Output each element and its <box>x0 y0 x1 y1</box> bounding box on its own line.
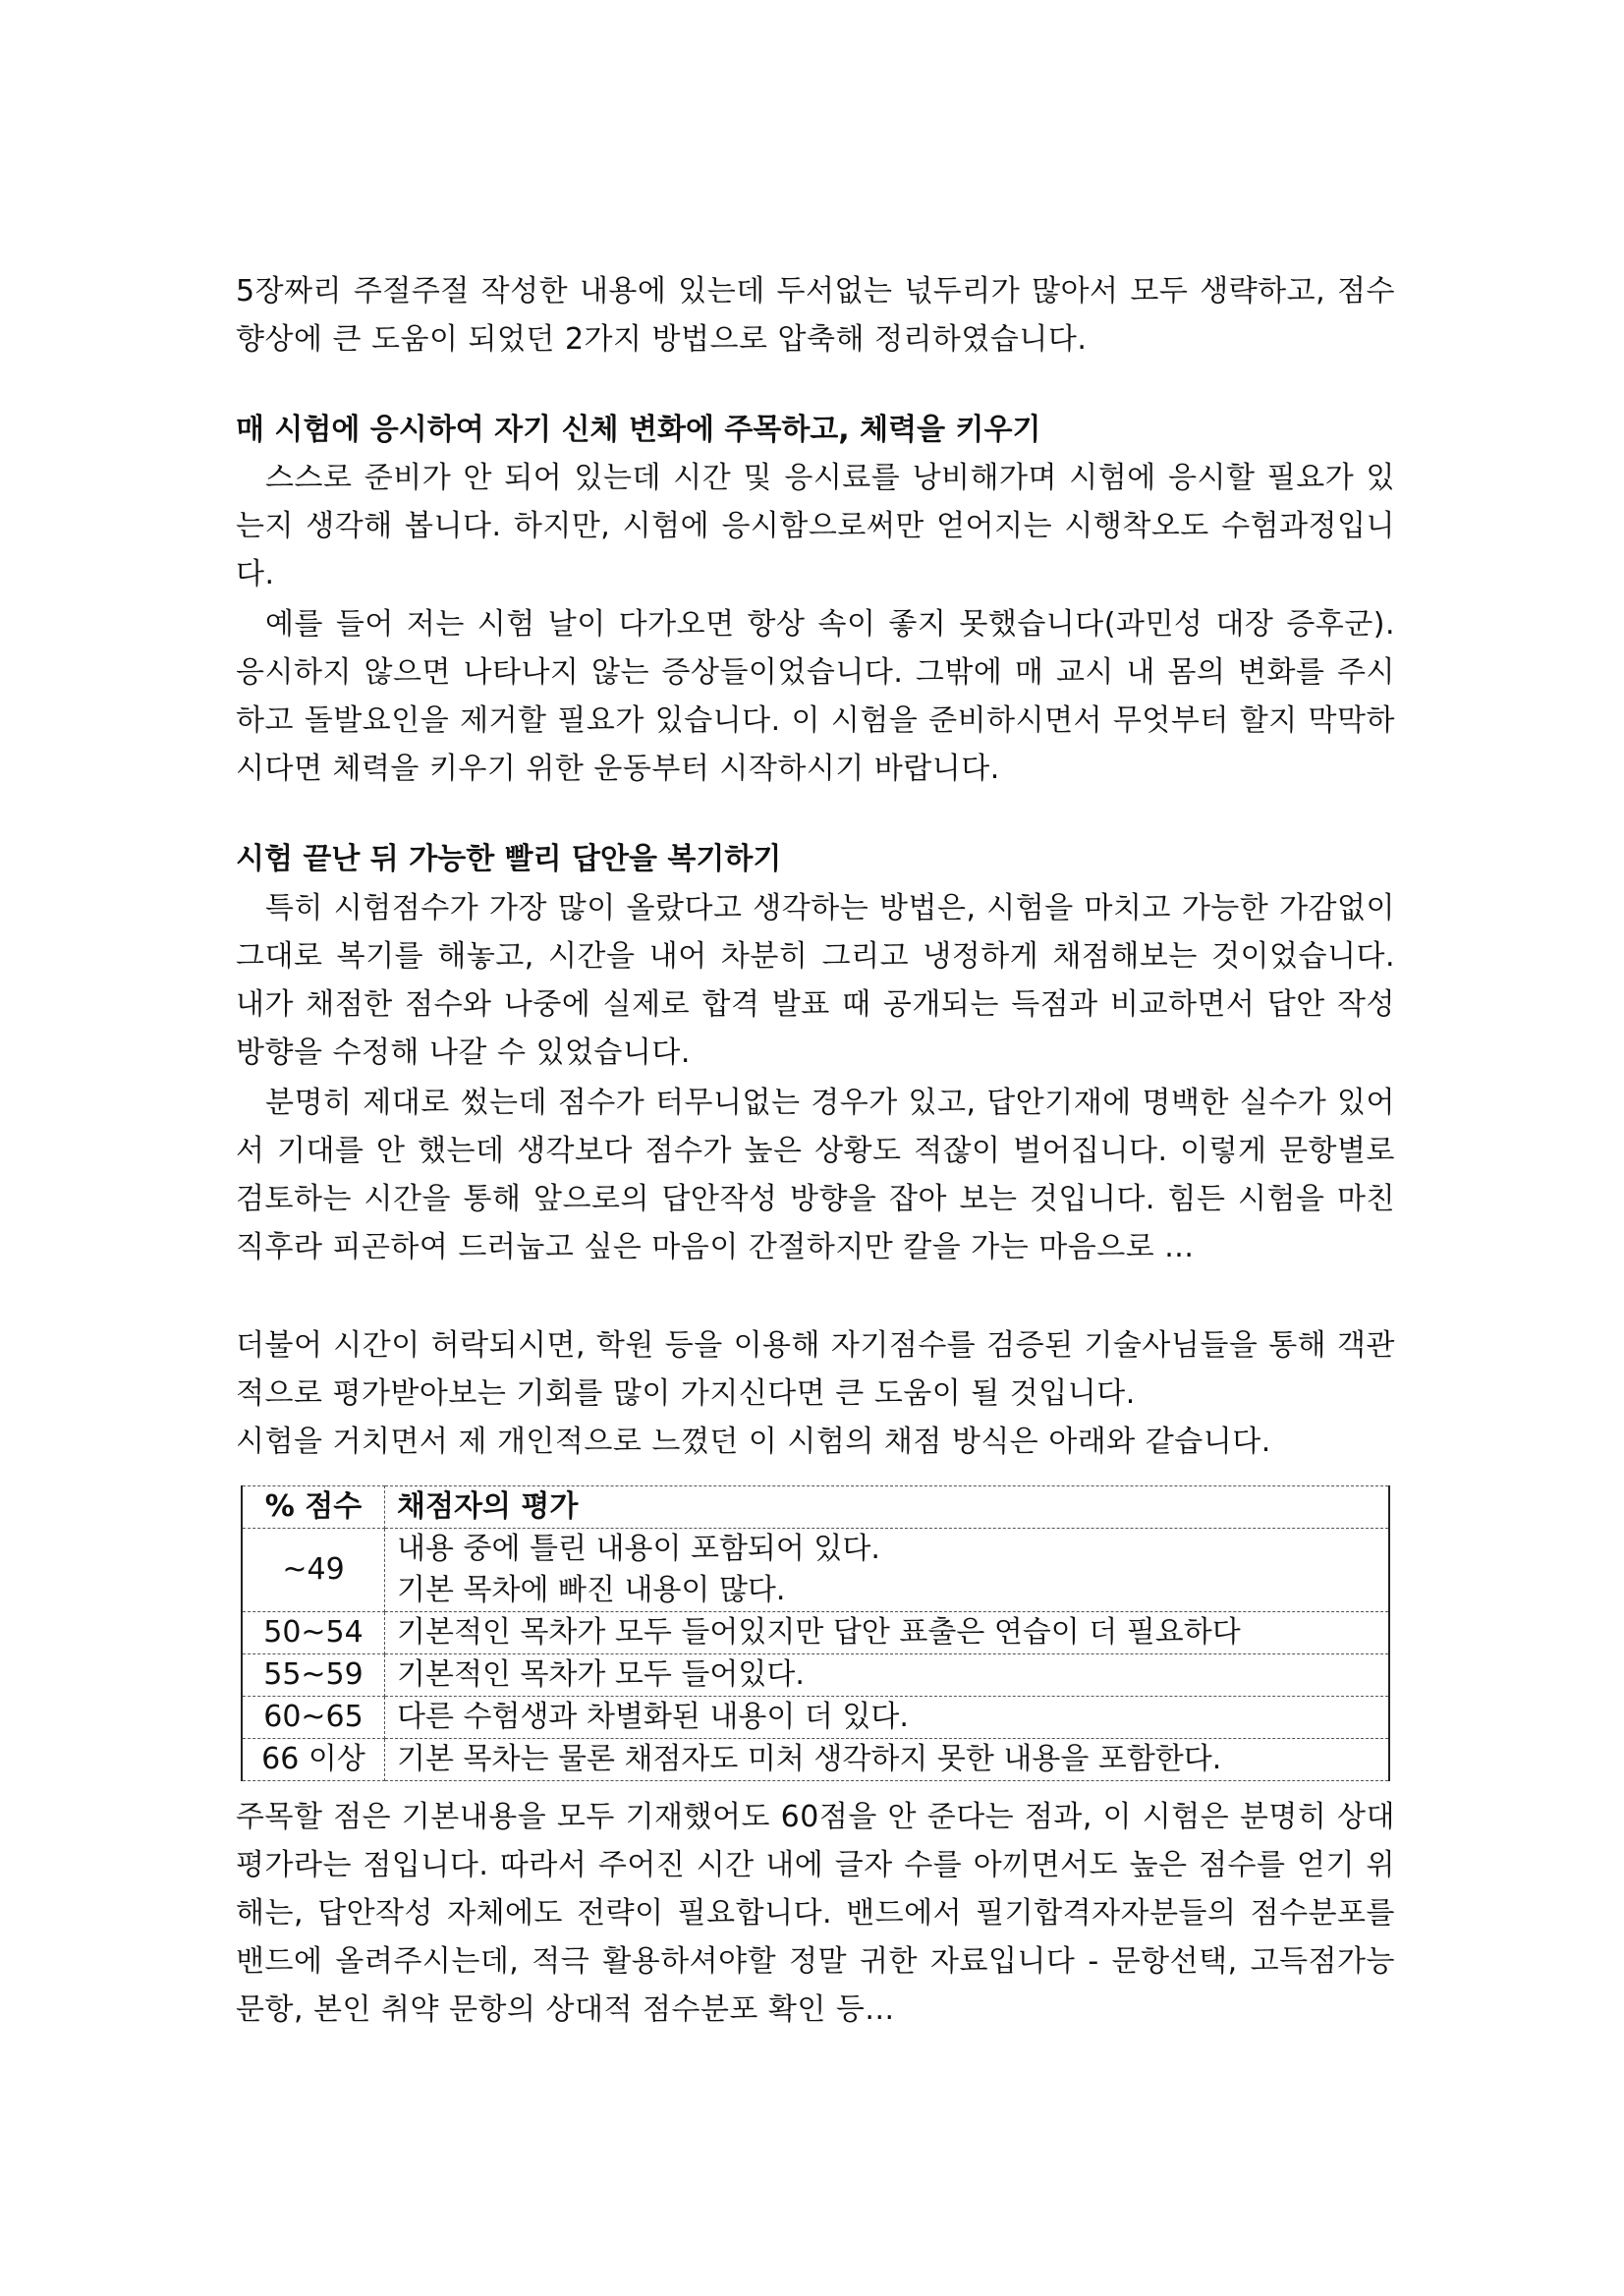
table-header-row <box>242 1486 1389 1529</box>
score-cell: ~49 <box>242 1529 385 1612</box>
table-row <box>242 1654 1389 1697</box>
evaluation-cell: 기본적인 목차가 모두 들어있다. <box>385 1654 1390 1697</box>
evaluation-cell: 다른 수험생과 차별화된 내용이 더 있다. <box>385 1697 1390 1739</box>
evaluation-cell <box>385 1529 1390 1612</box>
score-table <box>241 1485 1390 1781</box>
header-evaluation: 채점자의 평가 <box>385 1486 1390 1529</box>
section2-paragraph-1: 특히 시험점수가 가장 많이 올랐다고 생각하는 방법은, 시험을 마치고 가능한 가감없이 그대로 복기를 해놓고, 시간을 내어 차분히 그리고 냉정하게 채점해보는 것이었습니다. 내가 채점한 점수와 나중에 실제로 합격 발표 때 공개되는 득점과 비교하면서 답안 작성 방향을 수정해 나갈 수 있었습니다. <box>236 891 1395 1070</box>
table-row <box>242 1739 1389 1781</box>
score-cell: 55~59 <box>242 1654 385 1697</box>
evaluation-line: 기본 목차에 빠진 내용이 많다. <box>397 1573 786 1607</box>
section2-paragraph-4: 시험을 거치면서 제 개인적으로 느꼈던 이 시험의 채점 방식은 아래와 같습니다. <box>236 1425 1271 1459</box>
table-row <box>242 1612 1389 1654</box>
section1-paragraph-1: 스스로 준비가 안 되어 있는데 시간 및 응시료를 낭비해가며 시험에 응시할 필요가 있는지 생각해 봅니다. 하지만, 시험에 응시함으로써만 얻어지는 시행착오도 수험과정입니다. <box>236 461 1395 591</box>
score-cell: 50~54 <box>242 1612 385 1654</box>
table-row <box>242 1697 1389 1739</box>
evaluation-cell: 기본 목차는 물론 채점자도 미처 생각하지 못한 내용을 포함한다. <box>385 1739 1390 1781</box>
section1-heading: 매 시험에 응시하여 자기 신체 변화에 주목하고, 체력을 키우기 <box>236 413 1041 447</box>
intro-paragraph: 5장짜리 주절주절 작성한 내용에 있는데 두서없는 넋두리가 많아서 모두 생략하고, 점수 향상에 큰 도움이 되었던 2가지 방법으로 압축해 정리하였습니다. <box>236 274 1395 357</box>
score-cell: 66 이상 <box>242 1739 385 1781</box>
table-row <box>242 1529 1389 1612</box>
section2-heading: 시험 끝난 뒤 가능한 빨리 답안을 복기하기 <box>236 842 782 876</box>
header-score: % 점수 <box>242 1486 385 1529</box>
evaluation-line: 내용 중에 틀린 내용이 포함되어 있다. <box>397 1532 880 1566</box>
section1-paragraph-2: 예를 들어 저는 시험 날이 다가오면 항상 속이 좋지 못했습니다(과민성 대장 증후군). 응시하지 않으면 나타나지 않는 증상들이었습니다. 그밖에 매 교시 내 몸의 변화를 주시하고 돌발요인을 제거할 필요가 있습니다. 이 시험을 준비하시면서 무엇부터 할지 막막하시다면 체력을 키우기 위한 운동부터 시작하시기 바랍니다. <box>236 607 1395 786</box>
closing-paragraph: 주목할 점은 기본내용을 모두 기재했어도 60점을 안 준다는 점과, 이 시험은 분명히 상대평가라는 점입니다. 따라서 주어진 시간 내에 글자 수를 아끼면서도 높은 점수를 얻기 위해는, 답안작성 자체에도 전략이 필요합니다. 밴드에서 필기합격자자분들의 점수분포를 밴드에 올려주시는데, 적극 활용하셔야할 정말 귀한 자료입니다 - 문항선택, 고득점가능 문항, 본인 취약 문항의 상대적 점수분포 확인 등... <box>236 1800 1395 2027</box>
score-cell: 60~65 <box>242 1697 385 1739</box>
section2-paragraph-2: 분명히 제대로 썼는데 점수가 터무니없는 경우가 있고, 답안기재에 명백한 실수가 있어서 기대를 안 했는데 생각보다 점수가 높은 상황도 적잖이 벌어집니다. 이렇게 문항별로 검토하는 시간을 통해 앞으로의 답안작성 방향을 잡아 보는 것입니다. 힘든 시험을 마친 직후라 피곤하여 드러눕고 싶은 마음이 간절하지만 칼을 가는 마음으로 ... <box>236 1086 1395 1264</box>
evaluation-cell: 기본적인 목차가 모두 들어있지만 답안 표출은 연습이 더 필요하다 <box>385 1612 1390 1654</box>
section2-paragraph-3: 더불어 시간이 허락되시면, 학원 등을 이용해 자기점수를 검증된 기술사님들을 통해 객관적으로 평가받아보는 기회를 많이 가지신다면 큰 도움이 될 것입니다. <box>236 1328 1395 1411</box>
